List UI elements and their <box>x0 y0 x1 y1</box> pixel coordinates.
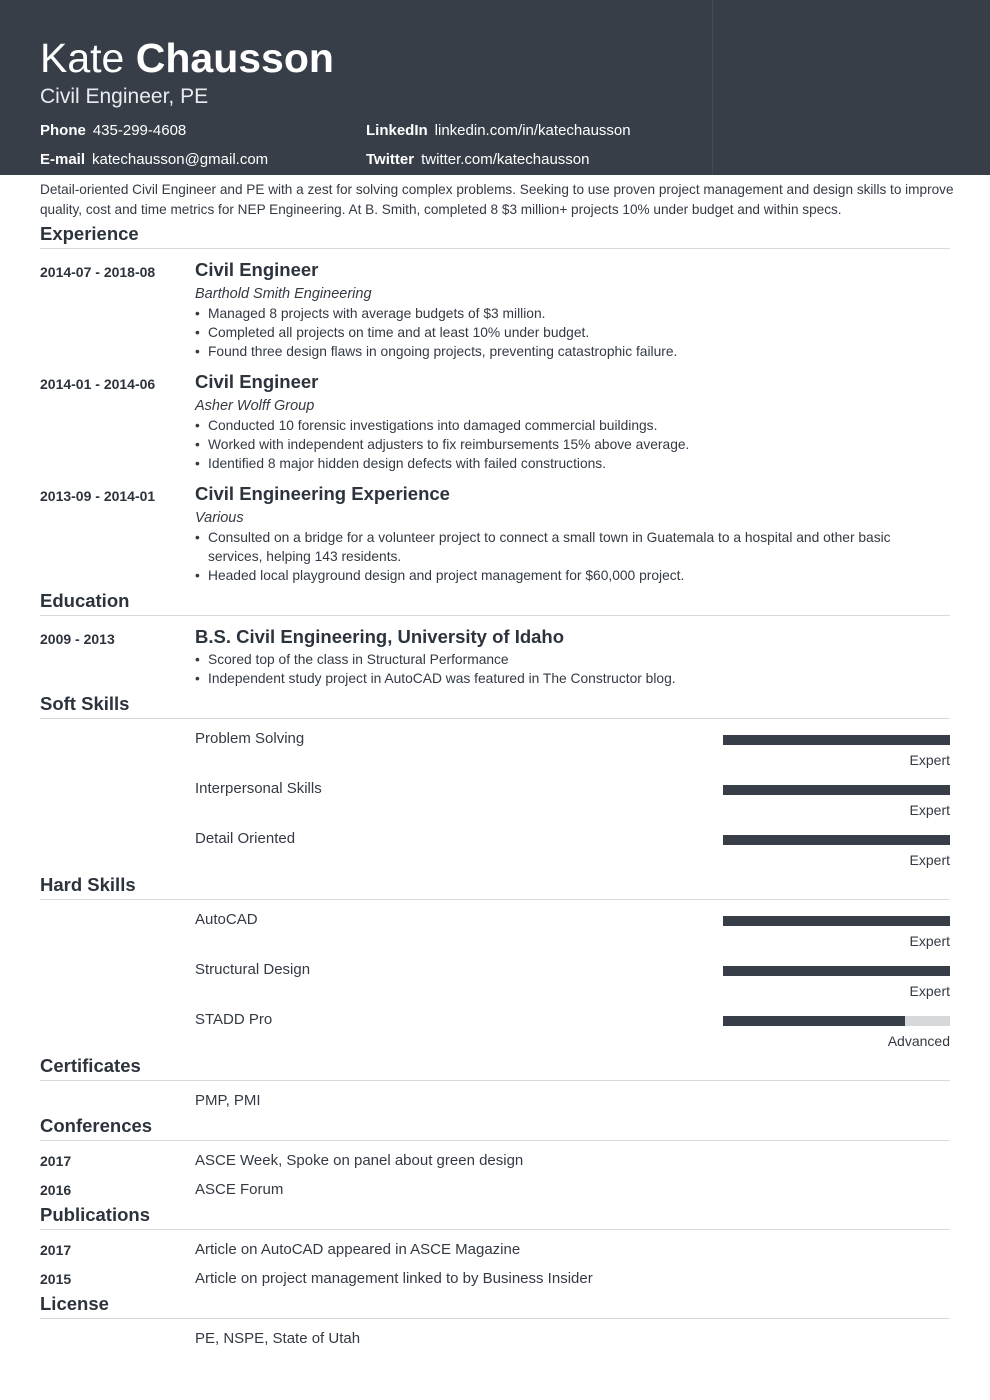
skill-level-label: Advanced <box>887 1033 950 1049</box>
experience-bullets <box>195 416 925 473</box>
contact-label: LinkedIn <box>366 122 428 139</box>
skill-name: Detail Oriented <box>195 830 296 847</box>
skill-name: Problem Solving <box>195 730 305 747</box>
publication-text: Article on AutoCAD appeared in ASCE Magazine <box>195 1241 521 1258</box>
email-link[interactable]: katechausson@gmail.com <box>92 151 269 168</box>
skill-name: AutoCAD <box>195 911 258 928</box>
resume-header <box>0 0 990 175</box>
phone-value: 435-299-4608 <box>92 122 187 139</box>
contact-label: E-mail <box>40 151 86 168</box>
publication-year: 2017 <box>40 1242 72 1258</box>
skill-level-label: Expert <box>909 852 950 868</box>
bullet-item: • Scored top of the class in Structural Performance <box>195 650 925 669</box>
job-title: Civil Engineer, PE <box>40 85 209 108</box>
experience-dates: 2013-09 - 2014-01 <box>40 488 156 504</box>
experience-company: Asher Wolff Group <box>195 398 315 414</box>
conference-year: 2017 <box>40 1153 72 1169</box>
header-divider <box>712 0 713 175</box>
skill-bar-fill <box>723 966 950 976</box>
section-title: Education <box>40 590 130 611</box>
skill-level-label: Expert <box>909 752 950 768</box>
publication-text: Article on project management linked to by Business Insider <box>195 1270 593 1287</box>
skill-level-bar <box>723 916 950 926</box>
section-title: Certificates <box>40 1055 141 1076</box>
bullet-item: • Consulted on a bridge for a volunteer project to connect a small town in Guatemala to a hospital and other basic services, helping 143 residents. <box>195 528 925 566</box>
bullet-item: • Headed local playground design and project management for $60,000 project. <box>195 566 925 585</box>
skill-level-bar <box>723 1016 950 1026</box>
section-heading-certificates <box>40 1054 950 1081</box>
section-heading-publications <box>40 1203 950 1230</box>
publication-year: 2015 <box>40 1271 72 1287</box>
skill-bar-fill <box>723 1016 905 1026</box>
section-title: Soft Skills <box>40 693 130 714</box>
section-title: Conferences <box>40 1115 153 1136</box>
bullet-item: • Completed all projects on time and at least 10% under budget. <box>195 323 925 342</box>
contact-label: Phone <box>40 122 86 139</box>
skill-name: STADD Pro <box>195 1011 273 1028</box>
skill-level-bar <box>723 966 950 976</box>
conference-year: 2016 <box>40 1182 72 1198</box>
section-heading-hard-skills <box>40 873 950 900</box>
skill-bar-fill <box>723 735 950 745</box>
profile-summary: Detail-oriented Civil Engineer and PE with a zest for solving complex problems. Seeking to use proven project management and design skills to improve quality, cost and time metrics for NEP Engineering. At B. Smith, completed 8 $3 million+ projects 10% under budget and within specs. <box>40 182 954 217</box>
experience-bullets <box>195 304 925 361</box>
experience-dates: 2014-07 - 2018-08 <box>40 264 156 280</box>
skill-name: Structural Design <box>195 961 311 978</box>
skill-bar-fill <box>723 835 950 845</box>
bullet-item: • Conducted 10 forensic investigations into damaged commercial buildings. <box>195 416 925 435</box>
skill-level-label: Expert <box>909 983 950 999</box>
bullet-item: • Found three design flaws in ongoing projects, preventing catastrophic failure. <box>195 342 925 361</box>
bullet-item: • Identified 8 major hidden design defects with failed constructions. <box>195 454 925 473</box>
experience-role: Civil Engineer <box>195 371 319 392</box>
skill-bar-fill <box>723 785 950 795</box>
education-dates: 2009 - 2013 <box>40 631 115 647</box>
education-bullets <box>195 650 925 688</box>
section-heading-conferences <box>40 1114 950 1141</box>
skill-name: Interpersonal Skills <box>195 780 322 797</box>
skill-bar-fill <box>723 916 950 926</box>
education-degree: B.S. Civil Engineering, University of Idaho <box>195 626 565 647</box>
twitter-link[interactable]: twitter.com/katechausson <box>421 151 590 168</box>
skill-level-label: Expert <box>909 802 950 818</box>
contact-twitter <box>366 150 589 170</box>
conference-text: ASCE Week, Spoke on panel about green design <box>195 1152 524 1169</box>
experience-bullets <box>195 528 925 585</box>
contact-phone <box>40 121 186 141</box>
contact-label: Twitter <box>366 151 415 168</box>
bullet-item: • Worked with independent adjusters to fix reimbursements 15% above average. <box>195 435 925 454</box>
section-heading-experience <box>40 222 950 249</box>
skill-level-bar <box>723 835 950 845</box>
bullet-item: • Independent study project in AutoCAD was featured in The Constructor blog. <box>195 669 925 688</box>
conference-text: ASCE Forum <box>195 1181 284 1198</box>
last-name: Chausson <box>135 35 334 81</box>
section-title: License <box>40 1293 109 1314</box>
experience-role: Civil Engineering Experience <box>195 483 450 504</box>
contact-linkedin <box>366 121 631 141</box>
section-heading-soft-skills <box>40 692 950 719</box>
experience-company: Barthold Smith Engineering <box>195 286 372 302</box>
contact-email <box>40 150 268 170</box>
skill-level-bar <box>723 785 950 795</box>
certificate-item: PMP, PMI <box>195 1092 261 1109</box>
skill-level-label: Expert <box>909 933 950 949</box>
experience-dates: 2014-01 - 2014-06 <box>40 376 156 392</box>
linkedin-link[interactable]: linkedin.com/in/katechausson <box>434 122 631 139</box>
section-title: Hard Skills <box>40 874 136 895</box>
candidate-name <box>40 34 334 82</box>
bullet-item: • Managed 8 projects with average budgets of $3 million. <box>195 304 925 323</box>
section-heading-license <box>40 1292 950 1319</box>
section-title: Publications <box>40 1204 150 1225</box>
experience-role: Civil Engineer <box>195 259 319 280</box>
experience-company: Various <box>195 510 244 526</box>
section-heading-education <box>40 589 950 616</box>
first-name: Kate <box>40 35 125 81</box>
license-item: PE, NSPE, State of Utah <box>195 1330 361 1347</box>
skill-level-bar <box>723 735 950 745</box>
section-title: Experience <box>40 223 139 244</box>
